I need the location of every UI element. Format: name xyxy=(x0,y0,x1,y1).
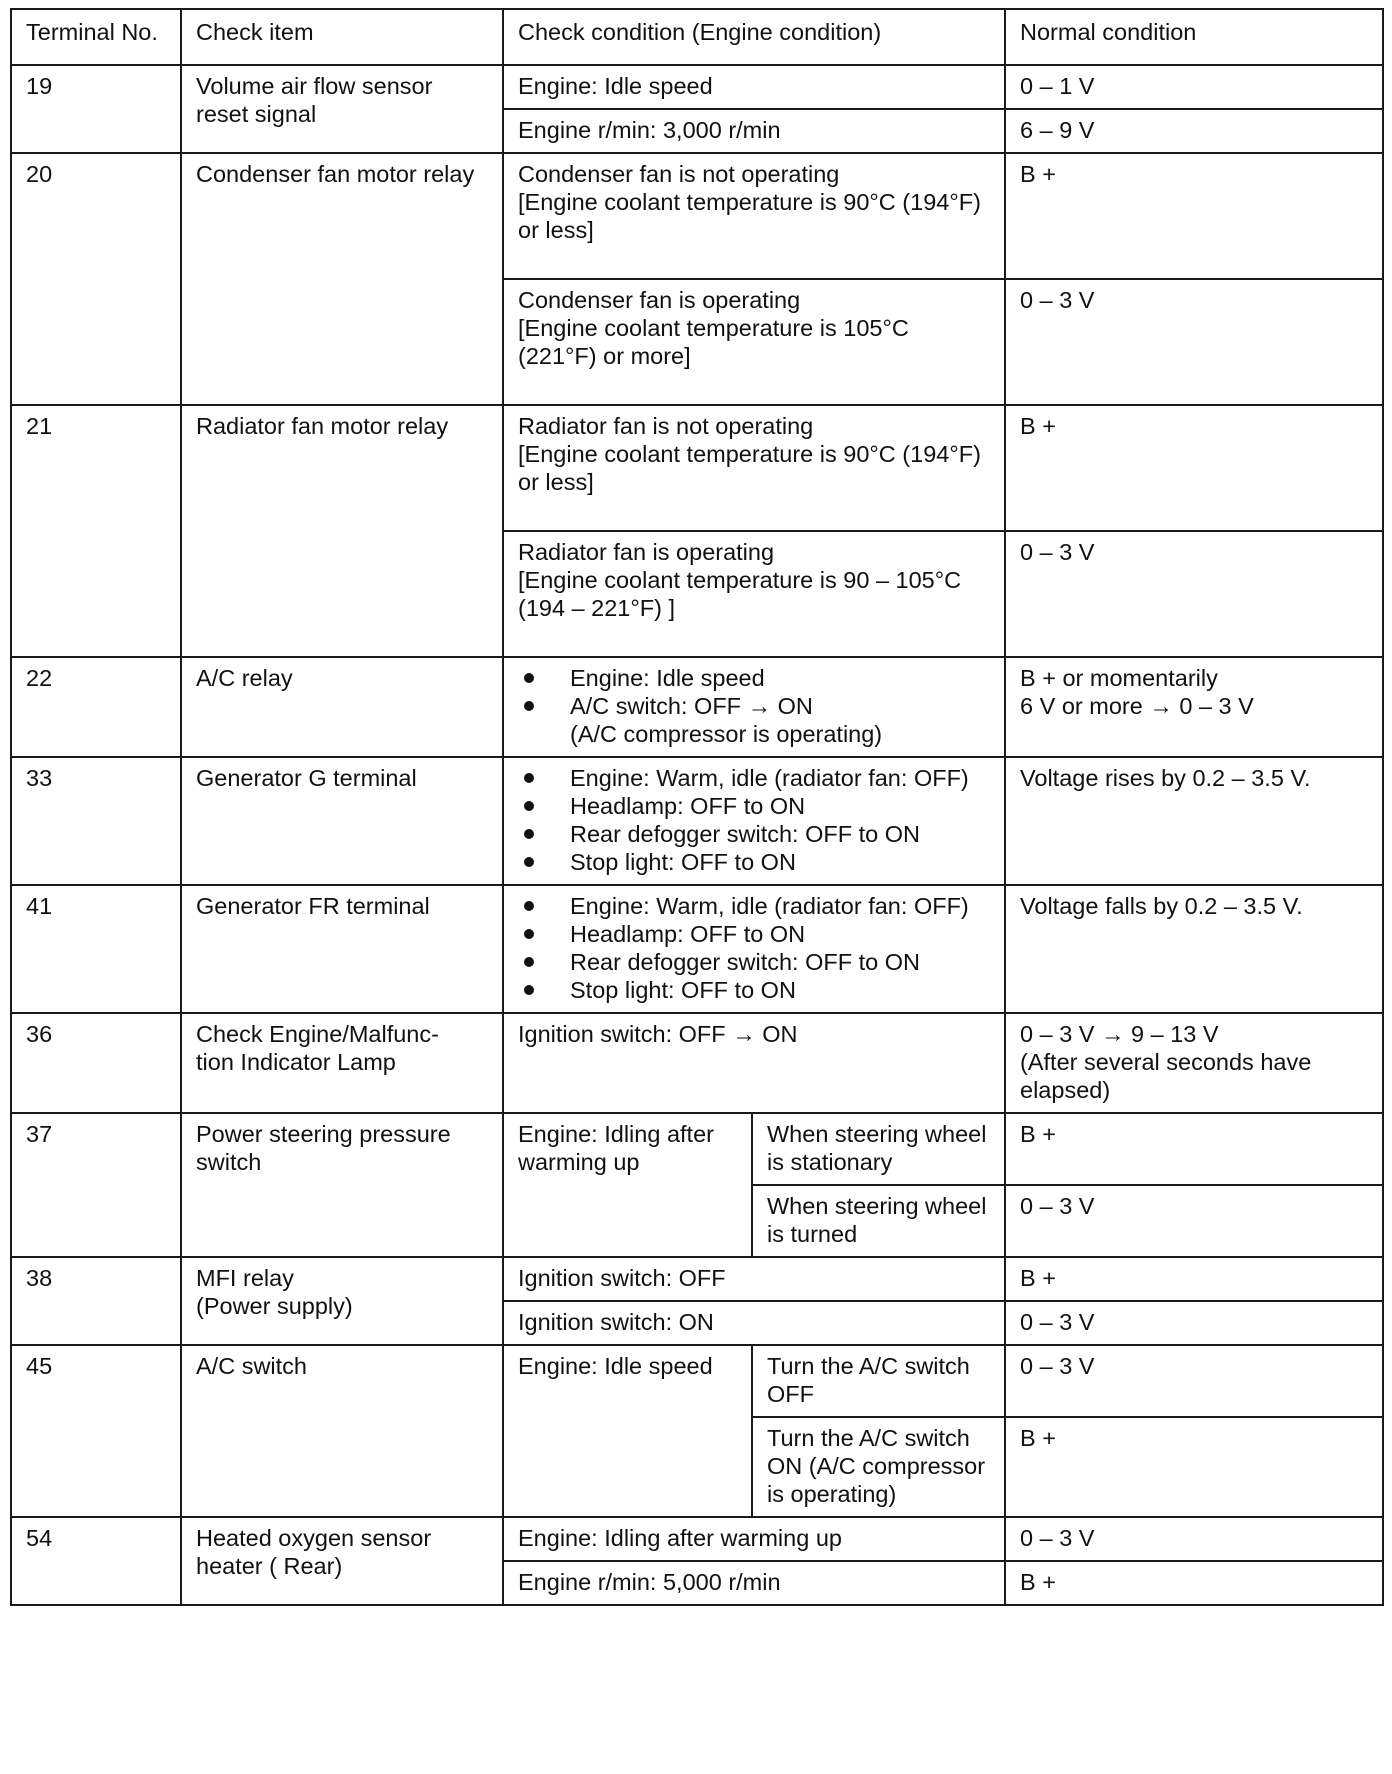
check-condition xyxy=(503,657,1005,757)
check-item: Check Engine/Malfunc- tion Indicator Lamp xyxy=(181,1013,503,1113)
table-row xyxy=(11,1113,1383,1185)
header-normal-condition: Normal condition xyxy=(1005,9,1383,65)
table-row xyxy=(11,885,1383,1013)
bullet-icon xyxy=(524,701,534,711)
check-sub-condition: Turn the A/C switch OFF xyxy=(752,1345,1005,1417)
list-item-text: Engine: Idle speed xyxy=(570,665,765,691)
check-item: Heated oxygen sensor heater ( Rear) xyxy=(181,1517,503,1605)
check-item: Generator FR terminal xyxy=(181,885,503,1013)
check-sub-condition: When steering wheel is stationary xyxy=(752,1113,1005,1185)
terminal-no: 37 xyxy=(11,1113,181,1257)
check-condition: Condenser fan is not operating [Engine coolant temperature is 90°C (194°F) or less] xyxy=(503,153,1005,279)
list-item-text: Engine: Warm, idle (radiator fan: OFF) xyxy=(570,893,969,919)
normal-condition: 0 – 3 V xyxy=(1005,279,1383,405)
table-row xyxy=(11,153,1383,279)
bullet-icon xyxy=(524,673,534,683)
header-terminal-no: Terminal No. xyxy=(11,9,181,65)
list-item xyxy=(518,792,992,820)
condition-list xyxy=(518,664,992,748)
bullet-icon xyxy=(524,957,534,967)
check-condition: Engine: Idling after warming up xyxy=(503,1517,1005,1561)
normal-condition: B + xyxy=(1005,1257,1383,1301)
normal-condition: 0 – 1 V xyxy=(1005,65,1383,109)
normal-condition: Voltage rises by 0.2 – 3.5 V. xyxy=(1005,757,1383,885)
check-condition: Condenser fan is operating [Engine coolant temperature is 105°C (221°F) or more] xyxy=(503,279,1005,405)
list-item xyxy=(518,820,992,848)
bullet-icon xyxy=(524,857,534,867)
terminal-no: 21 xyxy=(11,405,181,657)
bullet-icon xyxy=(524,773,534,783)
normal-condition: B + xyxy=(1005,1417,1383,1517)
header-check-item: Check item xyxy=(181,9,503,65)
check-sub-condition: When steering wheel is turned xyxy=(752,1185,1005,1257)
check-condition: Engine: Idling after warming up xyxy=(503,1113,752,1257)
bullet-icon xyxy=(524,929,534,939)
condition-list xyxy=(518,764,992,876)
check-item: Generator G terminal xyxy=(181,757,503,885)
normal-condition: 0 – 3 V xyxy=(1005,1345,1383,1417)
normal-condition: 0 – 3 V xyxy=(1005,1301,1383,1345)
check-condition: Radiator fan is not operating [Engine coolant temperature is 90°C (194°F) or less] xyxy=(503,405,1005,531)
check-item: Condenser fan motor relay xyxy=(181,153,503,405)
terminal-no: 45 xyxy=(11,1345,181,1517)
list-item-text: Rear defogger switch: OFF to ON xyxy=(570,821,921,847)
terminal-no: 38 xyxy=(11,1257,181,1345)
list-item-text: Stop light: OFF to ON xyxy=(570,849,796,875)
check-condition: Engine r/min: 3,000 r/min xyxy=(503,109,1005,153)
table-row xyxy=(11,1345,1383,1417)
normal-condition: B + xyxy=(1005,1561,1383,1605)
check-sub-condition: Turn the A/C switch ON (A/C compressor is operating) xyxy=(752,1417,1005,1517)
terminal-no: 20 xyxy=(11,153,181,405)
check-item: A/C relay xyxy=(181,657,503,757)
bullet-icon xyxy=(524,901,534,911)
list-item xyxy=(518,664,992,692)
terminal-no: 36 xyxy=(11,1013,181,1113)
bullet-icon xyxy=(524,801,534,811)
list-item xyxy=(518,848,992,876)
normal-condition: B + xyxy=(1005,1113,1383,1185)
normal-condition: 0 – 3 V xyxy=(1005,531,1383,657)
table-row xyxy=(11,757,1383,885)
table-row xyxy=(11,1013,1383,1113)
table-row xyxy=(11,65,1383,109)
table-row xyxy=(11,1257,1383,1301)
check-condition xyxy=(503,757,1005,885)
normal-condition: B + xyxy=(1005,153,1383,279)
check-condition: Engine: Idle speed xyxy=(503,65,1005,109)
check-item: Radiator fan motor relay xyxy=(181,405,503,657)
bullet-icon xyxy=(524,829,534,839)
check-condition: Engine: Idle speed xyxy=(503,1345,752,1517)
table-row xyxy=(11,405,1383,531)
header-check-condition: Check condition (Engine condition) xyxy=(503,9,1005,65)
normal-condition: 0 – 3 V → 9 – 13 V (After several seconds have elapsed) xyxy=(1005,1013,1383,1113)
check-item: Volume air flow sensor reset signal xyxy=(181,65,503,153)
normal-condition: B + xyxy=(1005,405,1383,531)
terminal-no: 33 xyxy=(11,757,181,885)
list-item-text: Stop light: OFF to ON xyxy=(570,977,796,1003)
list-item xyxy=(518,692,992,748)
terminal-check-table xyxy=(10,8,1384,1606)
terminal-no: 41 xyxy=(11,885,181,1013)
normal-condition: 0 – 3 V xyxy=(1005,1185,1383,1257)
check-condition: Engine r/min: 5,000 r/min xyxy=(503,1561,1005,1605)
check-item: Power steering pressure switch xyxy=(181,1113,503,1257)
check-condition: Radiator fan is operating [Engine coolant temperature is 90 – 105°C (194 – 221°F) ] xyxy=(503,531,1005,657)
spec-page xyxy=(10,8,1382,1606)
check-condition: Ignition switch: ON xyxy=(503,1301,1005,1345)
terminal-no: 19 xyxy=(11,65,181,153)
normal-condition: 6 – 9 V xyxy=(1005,109,1383,153)
terminal-no: 54 xyxy=(11,1517,181,1605)
check-item: A/C switch xyxy=(181,1345,503,1517)
list-item-text: Engine: Warm, idle (radiator fan: OFF) xyxy=(570,765,969,791)
list-item xyxy=(518,764,992,792)
list-item xyxy=(518,948,992,976)
normal-condition: B + or momentarily 6 V or more → 0 – 3 V xyxy=(1005,657,1383,757)
check-condition: Ignition switch: OFF xyxy=(503,1257,1005,1301)
check-condition: Ignition switch: OFF → ON xyxy=(503,1013,1005,1113)
list-item xyxy=(518,892,992,920)
bullet-icon xyxy=(524,985,534,995)
table-header-row xyxy=(11,9,1383,65)
list-item-text: A/C switch: OFF → ON (A/C compressor is operating) xyxy=(570,693,883,747)
table-row xyxy=(11,1517,1383,1561)
list-item-text: Headlamp: OFF to ON xyxy=(570,921,806,947)
normal-condition: 0 – 3 V xyxy=(1005,1517,1383,1561)
list-item-text: Rear defogger switch: OFF to ON xyxy=(570,949,921,975)
condition-list xyxy=(518,892,992,1004)
normal-condition: Voltage falls by 0.2 – 3.5 V. xyxy=(1005,885,1383,1013)
list-item-text: Headlamp: OFF to ON xyxy=(570,793,806,819)
terminal-no: 22 xyxy=(11,657,181,757)
table-row xyxy=(11,657,1383,757)
list-item xyxy=(518,920,992,948)
check-condition xyxy=(503,885,1005,1013)
check-item: MFI relay (Power supply) xyxy=(181,1257,503,1345)
list-item xyxy=(518,976,992,1004)
